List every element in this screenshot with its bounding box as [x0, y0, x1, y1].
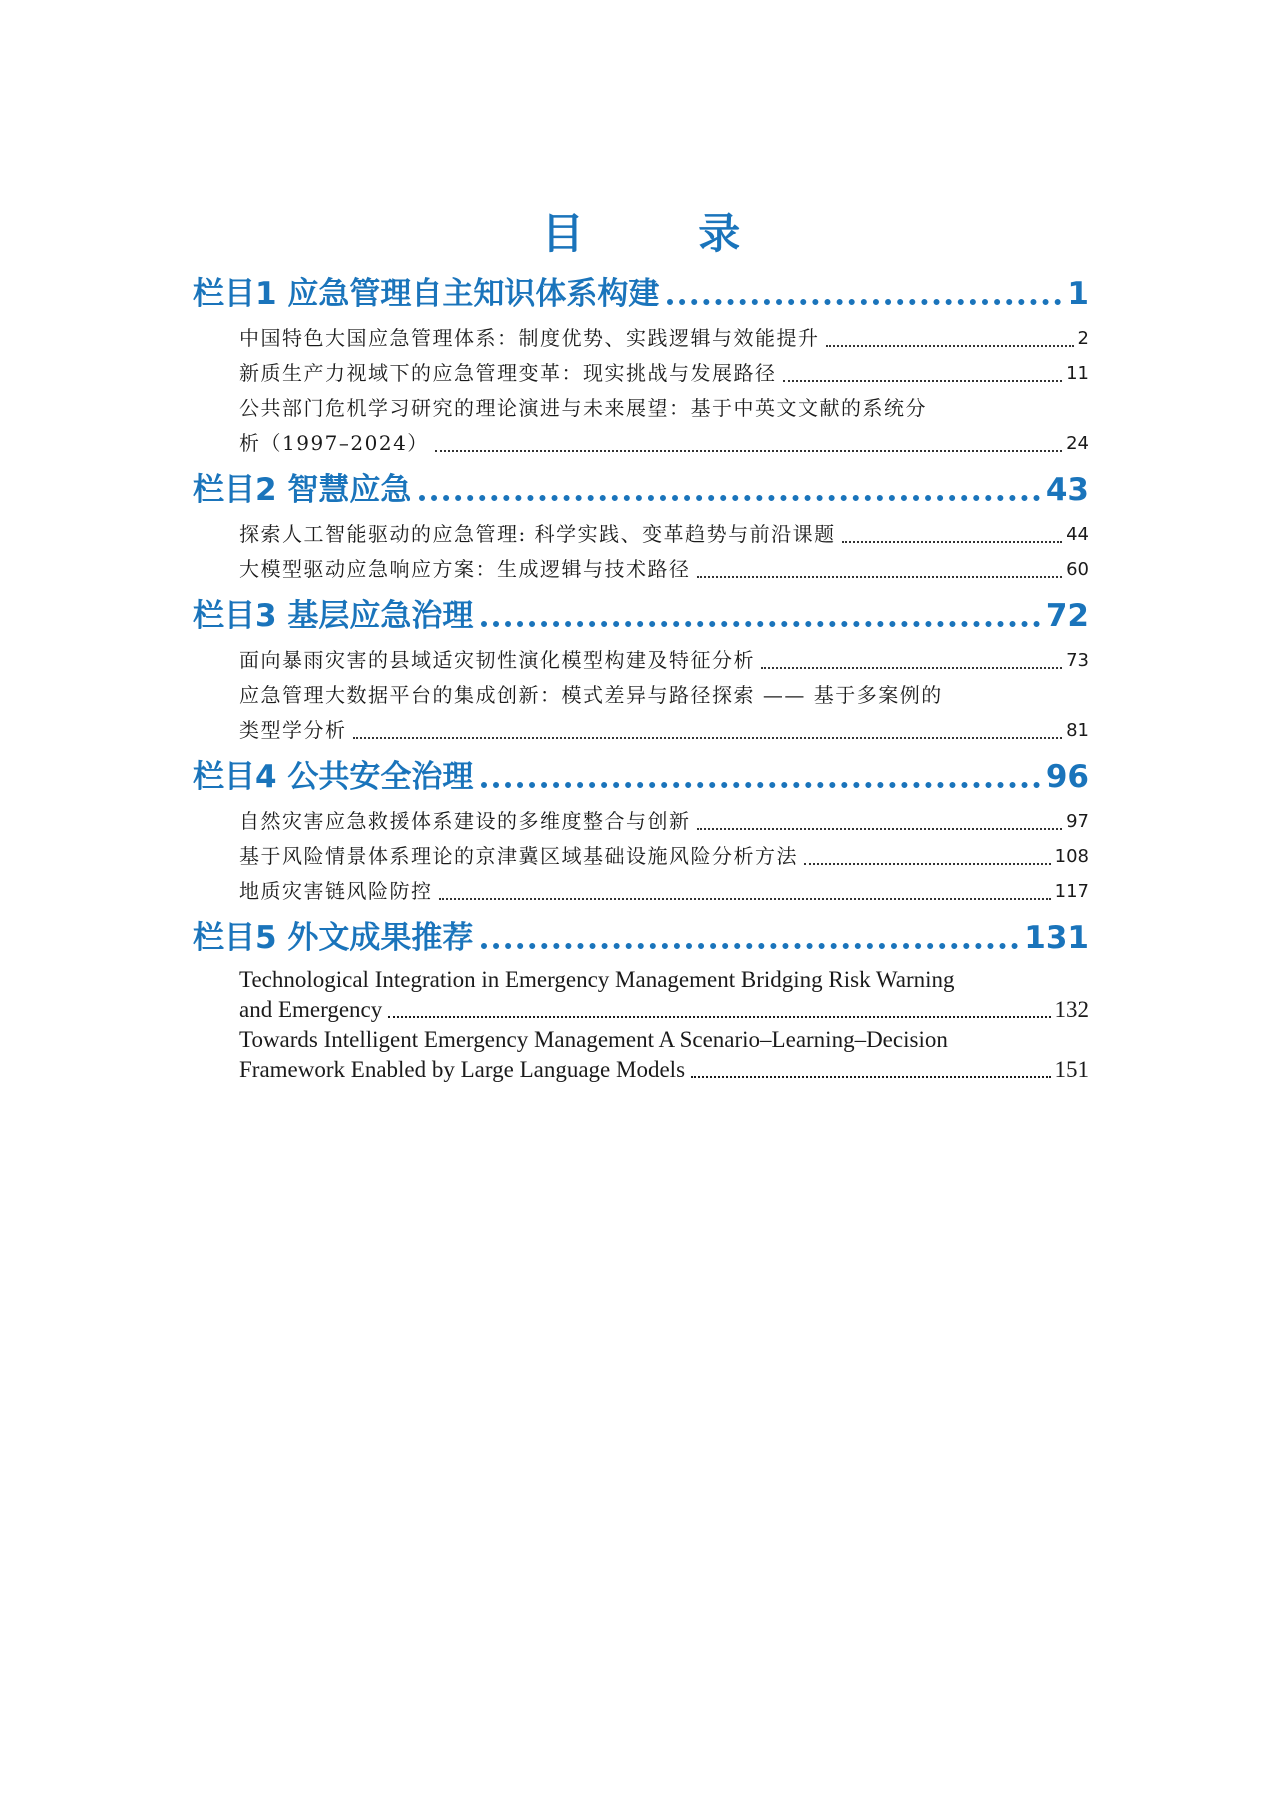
- entry-last-line: [239, 839, 1089, 874]
- entry-title: Framework Enabled by Large Language Models: [239, 1057, 686, 1082]
- dot-leader: [439, 898, 1051, 900]
- dot-leader: [419, 495, 1039, 501]
- entry-page-number: 11: [1066, 363, 1089, 384]
- toc-entry[interactable]: [239, 356, 1089, 391]
- entry-title: 新质生产力视域下的应急管理变革：现实挑战与发展路径: [239, 361, 777, 385]
- entry-last-line: [239, 517, 1089, 552]
- entry-page-number: 151: [1054, 1057, 1089, 1082]
- section-heading[interactable]: [193, 593, 1089, 639]
- entry-page-number: 81: [1066, 720, 1089, 741]
- toc-section: [193, 754, 1089, 915]
- toc-entry[interactable]: [239, 552, 1089, 587]
- entry-title: 类型学分析: [239, 718, 347, 742]
- section-page-number: 1: [1067, 276, 1089, 312]
- section-heading[interactable]: [193, 467, 1089, 513]
- table-of-contents: [193, 205, 1089, 1091]
- toc-entry[interactable]: [239, 965, 1089, 1025]
- entry-title: 地质灾害链风险防控: [239, 879, 433, 903]
- section-entries: [193, 513, 1089, 593]
- dot-leader: [353, 737, 1063, 739]
- dot-leader: [691, 1076, 1050, 1078]
- dot-leader: [697, 576, 1063, 578]
- toc-title: 目 录: [541, 209, 791, 258]
- section-title: 栏目3 基层应急治理: [193, 598, 474, 634]
- entry-last-line: [239, 552, 1089, 587]
- entry-title-line: Towards Intelligent Emergency Management A Scenario–Learning–Decision: [239, 1027, 948, 1052]
- entry-last-line: [239, 874, 1089, 909]
- entry-page-number: 117: [1054, 881, 1089, 902]
- entry-page-number: 97: [1066, 811, 1089, 832]
- dot-leader: [481, 621, 1039, 627]
- toc-entry[interactable]: [239, 804, 1089, 839]
- entry-last-line: [239, 426, 1089, 461]
- entry-page-number: 73: [1066, 650, 1089, 671]
- entry-last-line: [239, 1055, 1089, 1085]
- entry-title-line: 公共部门危机学习研究的理论演进与未来展望：基于中英文文献的系统分: [239, 396, 927, 420]
- toc-entry[interactable]: [239, 391, 1089, 461]
- entry-title: 面向暴雨灾害的县域适灾韧性演化模型构建及特征分析: [239, 648, 755, 672]
- section-heading[interactable]: [193, 754, 1089, 800]
- toc-section: [193, 271, 1089, 467]
- entry-last-line: [239, 995, 1089, 1025]
- toc-section: [193, 915, 1089, 1091]
- section-title: 栏目4 公共安全治理: [193, 759, 474, 795]
- entry-last-line: [239, 804, 1089, 839]
- dot-leader: [697, 828, 1063, 830]
- section-entries: [193, 639, 1089, 754]
- section-title: 栏目2 智慧应急: [193, 472, 412, 508]
- entry-last-line: [239, 356, 1089, 391]
- dot-leader: [667, 299, 1061, 305]
- toc-entry[interactable]: [239, 1025, 1089, 1085]
- entry-page-number: 132: [1054, 997, 1089, 1022]
- entry-title-line: Technological Integration in Emergency Management Bridging Risk Warning: [239, 967, 955, 992]
- section-entries: [193, 800, 1089, 915]
- entry-title: 自然灾害应急救援体系建设的多维度整合与创新: [239, 809, 691, 833]
- dot-leader: [388, 1016, 1050, 1018]
- toc-entry[interactable]: [239, 839, 1089, 874]
- section-page-number: 96: [1045, 759, 1089, 795]
- toc-entry[interactable]: [239, 517, 1089, 552]
- entry-last-line: [239, 321, 1089, 356]
- section-page-number: 43: [1045, 472, 1089, 508]
- entry-page-number: 108: [1054, 846, 1089, 867]
- toc-section: [193, 593, 1089, 754]
- toc-entry[interactable]: [239, 321, 1089, 356]
- entry-title: 探索人工智能驱动的应急管理: 科学实践、变革趋势与前沿课题: [239, 522, 836, 546]
- toc-sections: [193, 271, 1089, 1091]
- entry-page-number: 44: [1066, 524, 1089, 545]
- entry-last-line: [239, 713, 1089, 748]
- entry-title-line: 应急管理大数据平台的集成创新：模式差异与路径探索 —— 基于多案例的: [239, 683, 943, 707]
- section-heading[interactable]: [193, 915, 1089, 961]
- dot-leader: [826, 345, 1074, 347]
- section-page-number: 72: [1045, 598, 1089, 634]
- entry-last-line: [239, 643, 1089, 678]
- section-heading[interactable]: [193, 271, 1089, 317]
- entry-title: and Emergency: [239, 997, 383, 1022]
- entry-title: 大模型驱动应急响应方案：生成逻辑与技术路径: [239, 557, 691, 581]
- dot-leader: [842, 541, 1062, 543]
- section-title: 栏目1 应急管理自主知识体系构建: [193, 276, 660, 312]
- entry-title: 基于风险情景体系理论的京津冀区域基础设施风险分析方法: [239, 844, 798, 868]
- section-page-number: 131: [1024, 920, 1089, 956]
- entry-title: 析（1997–2024）: [239, 431, 429, 455]
- toc-entry[interactable]: [239, 678, 1089, 748]
- dot-leader: [783, 380, 1063, 382]
- section-entries: [193, 961, 1089, 1091]
- dot-leader: [804, 863, 1051, 865]
- section-title: 栏目5 外文成果推荐: [193, 920, 474, 956]
- entry-page-number: 60: [1066, 559, 1089, 580]
- entry-page-number: 2: [1077, 328, 1089, 349]
- toc-entry[interactable]: [239, 874, 1089, 909]
- entry-page-number: 24: [1066, 433, 1089, 454]
- dot-leader: [761, 667, 1062, 669]
- toc-section: [193, 467, 1089, 593]
- dot-leader: [481, 943, 1018, 949]
- section-entries: [193, 317, 1089, 467]
- dot-leader: [481, 782, 1039, 788]
- toc-entry[interactable]: [239, 643, 1089, 678]
- entry-title: 中国特色大国应急管理体系：制度优势、实践逻辑与效能提升: [239, 326, 820, 350]
- dot-leader: [435, 450, 1062, 452]
